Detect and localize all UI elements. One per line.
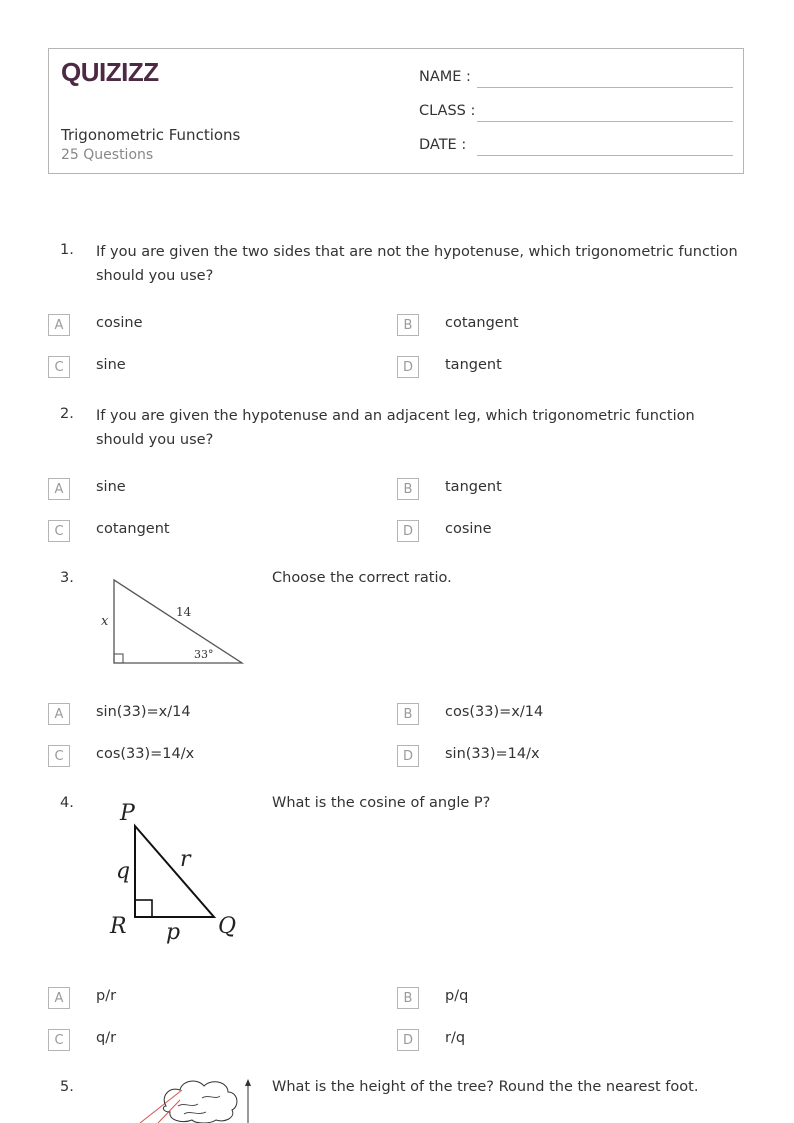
side-q-label: q: [116, 859, 131, 884]
arrow-head: [245, 1079, 251, 1086]
side-p-label: p: [166, 920, 181, 945]
option-letter-box: D: [397, 356, 419, 378]
option-letter-box: C: [48, 1029, 70, 1051]
option-text: cos(33)=x/14: [445, 704, 544, 720]
question-5-text: What is the height of the tree? Round the the nearest foot.: [272, 1079, 699, 1095]
question-3-number: 3.: [60, 570, 74, 586]
option-text: cotangent: [445, 315, 519, 331]
option-letter-box: D: [397, 520, 419, 542]
question-2-text: If you are given the hypotenuse and an adjacent leg, which trigonometric function should you use?: [96, 408, 695, 448]
option-letter-box: B: [397, 478, 419, 500]
question-1-number: 1.: [60, 242, 74, 258]
worksheet-header: [48, 48, 744, 174]
question-2-number: 2.: [60, 406, 74, 422]
quizizz-logo: QUIZIZZ: [61, 57, 159, 87]
side-x-label: x: [101, 614, 109, 629]
option-text: sin(33)=14/x: [445, 746, 540, 762]
option-letter-box: D: [397, 745, 419, 767]
date-label: DATE :: [419, 137, 467, 153]
question-4-number: 4.: [60, 795, 74, 811]
option-text: cosine: [445, 521, 492, 537]
question-3-text: Choose the correct ratio.: [272, 570, 452, 586]
option-text: p/q: [445, 988, 469, 1004]
option-text: tangent: [445, 479, 502, 495]
vertex-r-label: R: [110, 914, 127, 939]
sight-line: [140, 1090, 182, 1123]
class-label: CLASS :: [419, 103, 476, 119]
option-letter-box: D: [397, 1029, 419, 1051]
question-1-text: If you are given the two sides that are not the hypotenuse, which trigonometric function should you use?: [96, 244, 738, 284]
tree-canopy: [163, 1081, 237, 1123]
option-letter-box: A: [48, 703, 70, 725]
vertex-q-label: Q: [218, 914, 237, 939]
triangle-shape: [135, 826, 214, 917]
right-triangle-figure-q4: [104, 796, 254, 950]
question-5-number: 5.: [60, 1079, 74, 1095]
option-letter-box: A: [48, 314, 70, 336]
option-text: cos(33)=14/x: [96, 746, 195, 762]
option-letter-box: A: [48, 478, 70, 500]
option-text: cosine: [96, 315, 143, 331]
name-label: NAME :: [419, 69, 471, 85]
worksheet-title: Trigonometric Functions: [61, 126, 241, 144]
hypotenuse-label: 14: [176, 605, 192, 619]
tree-figure-q5: [136, 1076, 258, 1123]
option-text: sin(33)=x/14: [96, 704, 191, 720]
class-line[interactable]: [477, 121, 733, 122]
triangle-shape: [114, 580, 242, 663]
option-text: cotangent: [96, 521, 170, 537]
option-letter-box: A: [48, 987, 70, 1009]
option-text: q/r: [96, 1030, 117, 1046]
option-letter-box: B: [397, 987, 419, 1009]
option-letter-box: C: [48, 745, 70, 767]
angle-label: 33°: [194, 648, 214, 661]
name-line[interactable]: [477, 87, 733, 88]
option-text: r/q: [445, 1030, 466, 1046]
option-letter-box: B: [397, 314, 419, 336]
vertex-p-label: P: [120, 801, 135, 826]
option-letter-box: B: [397, 703, 419, 725]
option-letter-box: C: [48, 520, 70, 542]
option-text: sine: [96, 479, 126, 495]
right-triangle-figure-q3: [96, 572, 252, 672]
right-angle-mark: [135, 900, 152, 917]
date-line[interactable]: [477, 155, 733, 156]
question-4-text: What is the cosine of angle P?: [272, 795, 491, 811]
side-r-label: r: [180, 847, 191, 872]
option-letter-box: C: [48, 356, 70, 378]
option-text: tangent: [445, 357, 502, 373]
right-angle-mark: [114, 654, 123, 663]
option-text: p/r: [96, 988, 117, 1004]
tree-texture: [178, 1096, 220, 1114]
option-text: sine: [96, 357, 126, 373]
question-count: 25 Questions: [61, 147, 154, 163]
